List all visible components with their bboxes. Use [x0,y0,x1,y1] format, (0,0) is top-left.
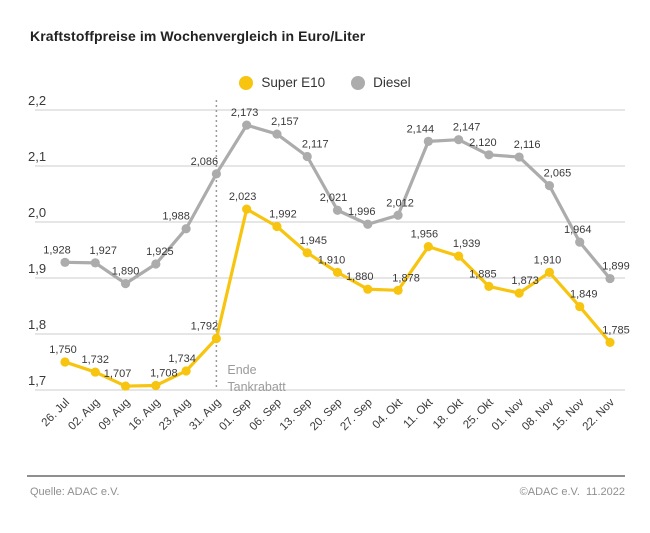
super-e10-value-label: 1,939 [452,238,481,251]
x-axis-tick-label: 20. Sep [308,396,345,434]
super-e10-point [484,282,493,291]
y-axis-tick-label: 2,2 [28,93,47,108]
super-e10-value-label: 1,849 [569,288,598,301]
super-e10-value-label: 1,707 [103,368,132,381]
diesel-point [515,152,524,161]
diesel-value-label: 2,120 [469,136,497,149]
super-e10-value-label: 2,023 [228,191,257,204]
diesel-point [575,238,584,247]
x-axis-tick-label: 06. Sep [247,396,285,434]
diesel-value-label: 2,147 [452,121,481,134]
diesel-point [605,274,614,283]
x-axis-tick-label: 01. Nov [489,396,527,434]
super-e10-value-label: 1,785 [602,324,630,337]
source-note: Quelle: ADAC e.V. [30,486,120,498]
super-e10-value-label: 1,750 [49,344,77,356]
super-e10-point [363,285,372,294]
super-e10-point [605,338,614,347]
x-axis-tick-label: 13. Sep [277,396,315,434]
diesel-value-label: 2,144 [406,123,435,136]
super-e10-value-label: 1,956 [410,228,439,241]
super-e10-value-label: 1,792 [190,320,219,333]
super-e10-value-label: 1,992 [269,208,297,221]
diesel-point [151,259,160,268]
super-e10-point [515,289,524,298]
super-e10-value-label: 1,945 [299,234,327,247]
diesel-point [303,152,312,161]
diesel-value-label: 1,925 [146,246,174,258]
x-axis-tick-label: 08. Nov [520,396,557,434]
x-axis-tick-label: 15. Nov [550,396,587,434]
x-axis-tick-label: 02. Aug [66,396,103,433]
diesel-point [424,137,433,146]
super-e10-point [182,366,191,375]
diesel-point [212,169,221,178]
super-e10-point [545,268,554,277]
diesel-value-label: 2,012 [386,197,414,210]
diesel-point [363,220,372,229]
y-axis-tick-label: 1,7 [28,373,47,388]
super-e10-value-label: 1,708 [150,367,178,380]
diesel-value-label: 2,021 [319,192,348,205]
diesel-point [272,129,281,138]
x-axis-tick-label: 16. Aug [126,396,163,433]
diesel-value-label: 2,117 [301,138,329,151]
x-axis-tick-label: 09. Aug [96,396,133,433]
super-e10-value-label: 1,734 [168,352,196,365]
diesel-point [182,224,191,233]
diesel-point [60,258,69,267]
legend-label-super-e10: Super E10 [261,75,326,90]
super-e10-value-label: 1,873 [511,275,539,288]
super-e10-point [91,367,100,376]
diesel-point [333,206,342,215]
diesel-value-label: 1,988 [162,210,190,223]
diesel-value-label: 1,996 [348,206,376,219]
x-axis-tick-label: 22. Nov [580,396,618,434]
x-axis-tick-label: 23. Aug [157,396,194,433]
diesel-value-label: 2,173 [230,107,259,120]
super-e10-point [242,205,251,214]
super-e10-line [65,209,610,386]
diesel-point [121,279,130,288]
super-e10-value-label: 1,885 [469,268,497,281]
x-axis-tick-label: 26. Jul [39,396,73,430]
diesel-point [484,150,493,159]
diesel-value-label: 1,899 [602,260,630,273]
legend-label-diesel: Diesel [373,75,411,90]
diesel-value-label: 1,964 [563,224,592,237]
diesel-point [91,258,100,267]
y-axis-tick-label: 2,1 [28,149,47,164]
diesel-point [393,211,402,220]
copyright-note: ©ADAC e.V. 11.2022 [519,486,625,498]
diesel-value-label: 2,065 [543,167,572,180]
diesel-point [545,181,554,190]
chart-title: Kraftstoffpreise im Wochenvergleich in Euro/Liter [30,28,366,44]
diesel-value-label: 2,086 [190,155,219,168]
super-e10-value-label: 1,910 [317,254,346,267]
diesel-point [454,135,463,144]
super-e10-point [303,248,312,257]
diesel-point [242,121,251,130]
super-e10-point [393,286,402,295]
y-axis-tick-label: 1,9 [28,261,47,276]
y-axis-tick-label: 2,0 [28,205,47,220]
x-axis-tick-label: 27. Sep [338,396,375,434]
tankrabatt-annotation: Ende [227,363,257,377]
y-axis-tick-label: 1,8 [28,317,47,332]
super-e10-point [212,334,221,343]
diesel-value-label: 1,890 [111,265,140,278]
super-e10-point [575,302,584,311]
x-axis-tick-label: 25. Okt [461,396,497,432]
diesel-value-label: 1,928 [43,244,71,257]
super-e10-value-label: 1,910 [533,254,562,267]
super-e10-point [272,222,281,231]
super-e10-value-label: 1,878 [392,272,420,285]
x-axis-tick-label: 04. Okt [370,396,406,432]
super-e10-point [333,268,342,277]
diesel-value-label: 2,157 [271,116,299,129]
x-axis-tick-label: 31. Aug [187,396,224,433]
x-axis-tick-label: 11. Okt [401,396,436,431]
tankrabatt-annotation: Tankrabatt [227,380,286,394]
super-e10-point [60,357,69,366]
super-e10-value-label: 1,732 [81,354,110,367]
x-axis-tick-label: 01. Sep [217,396,254,434]
super-e10-point [454,252,463,261]
diesel-value-label: 1,927 [89,244,118,257]
footer-divider [27,475,625,477]
diesel-value-label: 2,116 [513,139,541,152]
x-axis-tick-label: 18. Okt [431,396,466,432]
super-e10-point [121,381,130,390]
super-e10-point [424,242,433,251]
super-e10-value-label: 1,880 [346,271,374,284]
super-e10-point [151,381,160,390]
